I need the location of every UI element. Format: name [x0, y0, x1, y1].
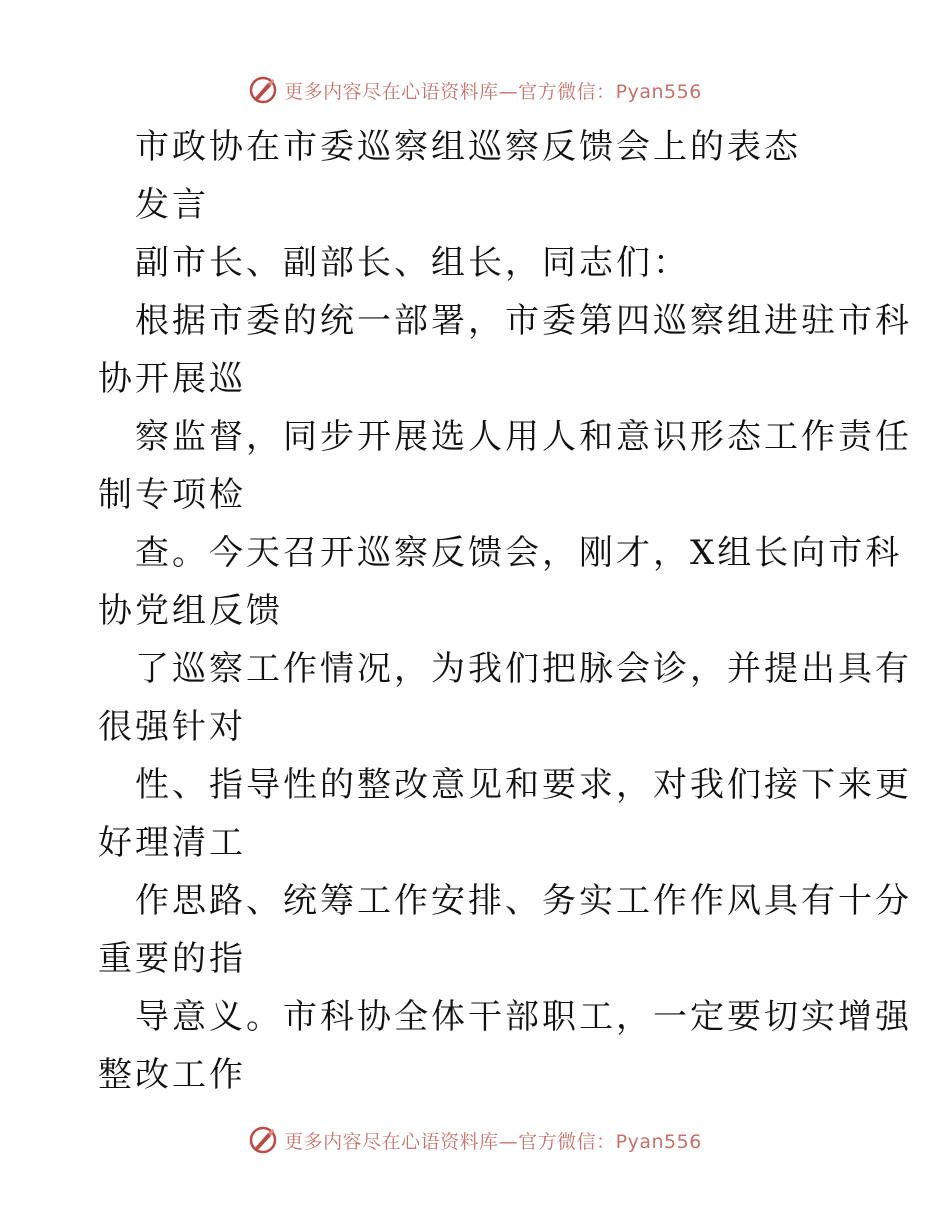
doc-line: 制专项检	[98, 475, 246, 515]
doc-line-title-2: 发言	[135, 185, 209, 225]
doc-line: 了巡察工作情况，为我们把脉会诊，并提出具有	[135, 649, 912, 689]
doc-line: 根据市委的统一部署，市委第四巡察组进驻市科	[135, 301, 912, 341]
doc-line: 查。今天召开巡察反馈会，刚才，X组长向市科	[135, 533, 903, 573]
doc-line: 重要的指	[98, 939, 246, 979]
footer-watermark-text: 更多内容尽在心语资料库—官方微信：Pyan556	[284, 1130, 702, 1153]
quill-logo-icon	[248, 75, 278, 105]
header-watermark-banner	[0, 70, 950, 110]
doc-line: 好理清工	[98, 823, 246, 863]
doc-line: 性、指导性的整改意见和要求，对我们接下来更	[135, 765, 912, 805]
doc-line: 整改工作	[98, 1055, 246, 1095]
doc-line: 协开展巡	[98, 359, 246, 399]
quill-logo-icon	[248, 1125, 278, 1155]
doc-line: 协党组反馈	[98, 591, 283, 631]
doc-line: 导意义。市科协全体干部职工，一定要切实增强	[135, 997, 912, 1037]
doc-line: 很强针对	[98, 707, 246, 747]
footer-watermark-banner	[0, 1120, 950, 1160]
header-watermark-text: 更多内容尽在心语资料库—官方微信：Pyan556	[284, 80, 702, 103]
doc-line: 察监督，同步开展选人用人和意识形态工作责任	[135, 417, 912, 457]
doc-line-title-1: 市政协在市委巡察组巡察反馈会上的表态	[135, 127, 801, 167]
doc-line: 作思路、统筹工作安排、务实工作作风具有十分	[135, 881, 912, 921]
doc-line-salutation: 副市长、副部长、组长，同志们：	[135, 243, 690, 283]
document-body	[98, 118, 912, 1104]
